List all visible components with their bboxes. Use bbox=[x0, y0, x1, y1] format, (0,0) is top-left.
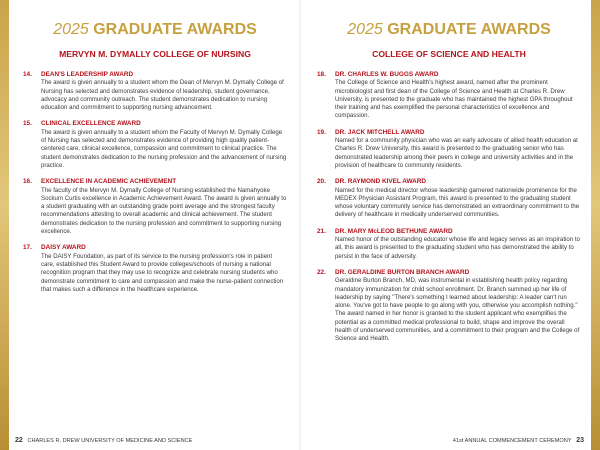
award-item bbox=[317, 269, 581, 344]
page-number: 22 bbox=[15, 437, 23, 444]
award-description: Named for the medical director whose leadership garnered nationwide prominence for the MEDEX Physician Assistant Program, this award is presented to the graduating student whose voluntary community service has demonstrated an extraordinary commitment to the delivery of healthcare in medically underserved communities. bbox=[335, 186, 580, 219]
gold-border-left bbox=[0, 0, 9, 450]
footer-text: CHARLES R. DREW UNIVERSITY OF MEDICINE AND SCIENCE bbox=[27, 438, 193, 444]
award-item bbox=[317, 129, 581, 170]
award-number: 20. bbox=[317, 178, 326, 186]
award-number: 22. bbox=[317, 268, 326, 276]
gold-border-right bbox=[591, 0, 600, 450]
award-number: 18. bbox=[317, 71, 326, 78]
left-page bbox=[9, 0, 299, 450]
award-description: The award is given annually to a student whom the Faculty of Mervyn M. Dymally College of Nursing has selected and demonstrates evidence of providing high quality patient-centered care, clinical excellence, compassion and commitment to clinical practice. The student demonstrates dedication to the nursing profession and the advancement of nursing practice. bbox=[41, 128, 287, 169]
award-name: CLINICAL EXCELLENCE AWARD bbox=[41, 120, 141, 128]
award-name: EXCELLENCE IN ACADEMIC ACHIEVEMENT bbox=[41, 178, 177, 186]
footer-text: 41st ANNUAL COMMENCEMENT CEREMONY bbox=[452, 438, 572, 444]
page-title-text: GRADUATE AWARDS bbox=[387, 21, 551, 38]
award-name: DR. MARY McLEOD BETHUNE AWARD bbox=[335, 227, 453, 235]
footer-left bbox=[15, 437, 192, 444]
award-name: DR. CHARLES W. BUGGS AWARD bbox=[335, 71, 439, 78]
award-description: The DAISY Foundation, as part of its service to the nursing profession's role in patient care, established this Student Award to provide colleges/schools of nursing a national recognition program that they may use to recognize and celebrate nursing students who demonstrate commitment to care and compassion and make the nurse-patient connection that makes such a difference in the healthcare experience. bbox=[41, 252, 284, 293]
award-description: The College of Science and Health's highest award, named after the prominent microbiologist and first dean of the College of Science and Health at Charles R. Drew University, is presented to the graduate who has maintained the highest GPA throughout their training and has exemplified the personal characteristics of excellence and compassion. bbox=[335, 79, 573, 120]
award-number: 19. bbox=[317, 128, 326, 136]
award-item bbox=[317, 178, 581, 219]
award-description: The faculty of the Mervyn M. Dymally College of Nursing established the Namahyoke Sockum Curtis excellence in Academic Achievement Award. The award is given annually to a student graduating with an outstanding grade point average and the strongest faculty recommendations attesting to overall academic and clinical achievement. The student demonstrates dedication to the nursing profession and commitment to supporting nursing excellence. bbox=[41, 186, 287, 236]
award-description: Named for a community physician who was an early advocate of allied health education at Charles R. Drew University, this award is presented to the graduating senior who has demonstrated leadership among their peers in college and university activities and in the provision of healthcare to community residents. bbox=[335, 137, 578, 169]
page-title-year: 2025 bbox=[347, 21, 383, 38]
award-item bbox=[23, 120, 287, 170]
footer-right bbox=[453, 437, 584, 444]
college-heading: MERVYN M. DYMALLY COLLEGE OF NURSING bbox=[59, 49, 251, 59]
award-name: DR. JACK MITCHELL AWARD bbox=[335, 128, 425, 136]
award-item bbox=[317, 71, 581, 121]
page-title bbox=[23, 20, 287, 40]
award-name: DR. RAYMOND KIVEL AWARD bbox=[335, 178, 427, 186]
page-title-year: 2025 bbox=[53, 21, 89, 38]
award-name: DEAN'S LEADERSHIP AWARD bbox=[41, 71, 134, 78]
award-item bbox=[23, 244, 287, 294]
award-number: 21. bbox=[317, 227, 326, 235]
award-item bbox=[317, 228, 581, 261]
award-description: Named honor of the outstanding educator whose life and legacy serves as an inspiration to all, this award is presented to the graduating student who has demonstrated the ability to persist in the face of adversity. bbox=[335, 236, 580, 260]
award-name: DR. GERALDINE BURTON BRANCH AWARD bbox=[335, 268, 470, 276]
award-number: 15. bbox=[23, 120, 32, 128]
page-number: 23 bbox=[576, 437, 584, 444]
award-description: Geraldine Burton Branch, MD, was instrumental in establishing health policy regarding mandatory immunization for child school enrollment. Dr. Branch summed up her life of leadership by saying "There's something I learned about leadership: A leader can't run alone. You've got to have people to go along with you, otherwise you accomplish nothing." The award named in her honor is granted to the student applicant who exemplifies the potential as a committed medical professional to build, shape and improve the overall health of underserved communities, and a commitment to their program and the College of Science and Health. bbox=[335, 277, 580, 343]
award-name: DAISY AWARD bbox=[41, 244, 86, 252]
college-heading: COLLEGE OF SCIENCE AND HEALTH bbox=[372, 49, 526, 59]
page-title-text: GRADUATE AWARDS bbox=[93, 21, 257, 38]
page-title bbox=[317, 20, 581, 40]
award-item bbox=[23, 71, 287, 112]
award-description: The award is given annually to a student whom the Dean of Mervyn M. Dymally College of Nursing has selected and demonstrates evidence of leadership, student governance, advocacy and community outreach. The student demonstrates dedication to nursing education and commitment to supporting nursing advancement. bbox=[41, 79, 284, 112]
award-number: 17. bbox=[23, 244, 32, 252]
award-number: 16. bbox=[23, 178, 32, 186]
award-item bbox=[23, 178, 287, 236]
award-number: 14. bbox=[23, 71, 32, 78]
right-page bbox=[301, 0, 591, 450]
